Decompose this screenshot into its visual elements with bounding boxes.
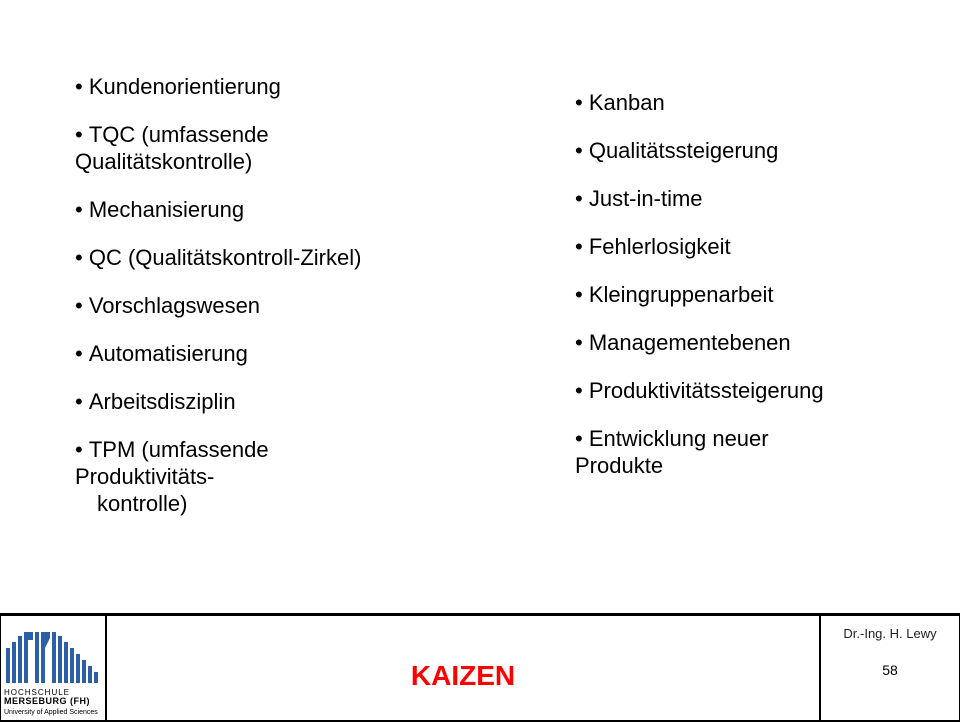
list-item-text: • Automatisierung [75, 341, 248, 366]
list-item-text: • Just-in-time [575, 186, 703, 211]
university-logo-icon [3, 618, 103, 688]
list-item-text: • Qualitätssteigerung [575, 138, 778, 163]
info-cell [821, 616, 959, 720]
author-name: Dr.-Ing. H. Lewy [843, 626, 937, 641]
logo-text-line2: MERSEBURG (FH) [4, 696, 90, 706]
list-item [575, 281, 915, 308]
list-item-text: • Vorschlagswesen [75, 293, 260, 318]
left-bullet-list [75, 73, 435, 538]
list-item-text: • Entwicklung neuer [575, 426, 769, 451]
list-item [575, 89, 915, 116]
list-item [75, 196, 435, 223]
right-bullet-list [575, 89, 915, 500]
list-item [75, 73, 435, 100]
logo-text-line3: University of Applied Sciences [4, 709, 98, 716]
list-item-text: • Kanban [575, 90, 665, 115]
list-item-text: • Fehlerlosigkeit [575, 234, 731, 259]
list-item [575, 185, 915, 212]
slide-footer [0, 613, 960, 722]
list-item [75, 244, 435, 271]
logo-cell [1, 616, 107, 720]
list-item-text-continued: kontrolle) [97, 491, 188, 516]
page-number: 58 [882, 662, 898, 678]
list-item-text: • Mechanisierung [75, 197, 244, 222]
list-item [75, 292, 435, 319]
slide-title: KAIZEN [410, 660, 516, 691]
list-item-text-continued: Qualitätskontrolle) [75, 149, 253, 174]
list-item-text: • Arbeitsdisziplin [75, 389, 236, 414]
list-item-text: • Produktivitätssteigerung [575, 378, 824, 403]
list-item [575, 329, 915, 356]
list-item [575, 377, 915, 404]
title-cell [107, 616, 821, 720]
list-item-text: • Kundenorientierung [75, 74, 281, 99]
list-item [75, 436, 435, 517]
list-item-text: • Kleingruppenarbeit [575, 282, 774, 307]
list-item-text: • Managementebenen [575, 330, 791, 355]
list-item [75, 388, 435, 415]
list-item [575, 233, 915, 260]
list-item-text-continued: Produktivitäts- [75, 464, 215, 489]
list-item [575, 137, 915, 164]
list-item [75, 121, 435, 175]
logo-text-line1: HOCHSCHULE [4, 688, 71, 697]
list-item-text-continued: Produkte [575, 453, 664, 478]
list-item [575, 425, 915, 479]
list-item-text: • QC (Qualitätskontroll-Zirkel) [75, 245, 361, 270]
list-item [75, 340, 435, 367]
list-item-text: • TQC (umfassende [75, 122, 269, 147]
list-item-text: • TPM (umfassende [75, 437, 269, 462]
